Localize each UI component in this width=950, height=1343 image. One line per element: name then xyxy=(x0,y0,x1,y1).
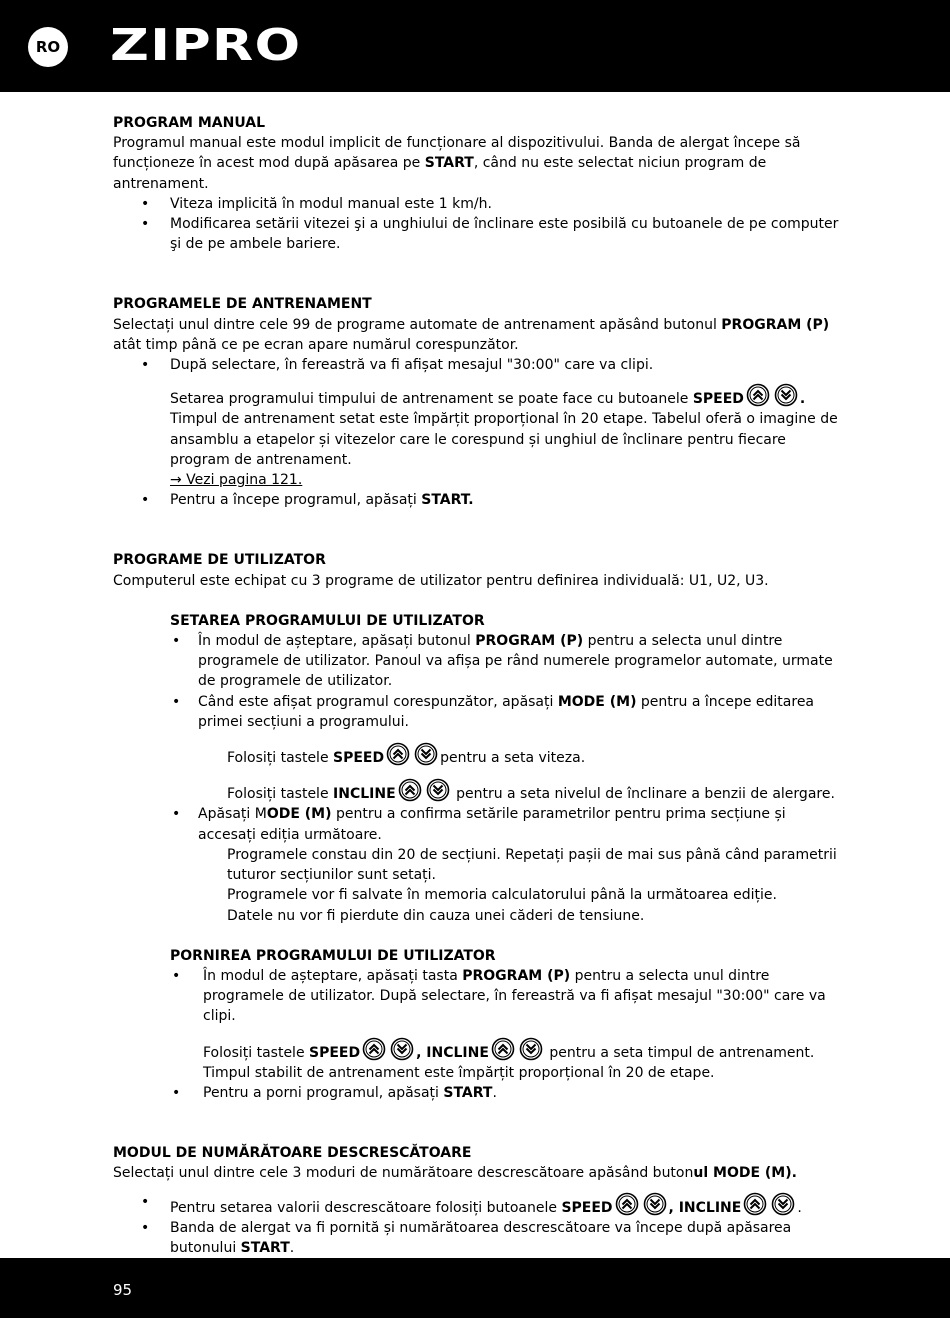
manual-intro: Programul manual este modul implicit de funcționare al dispozitivului. Banda de alergat începe să funcționeze în acest mod după apăsarea pe START, când nu este selectat niciun program de antrenament. xyxy=(113,135,801,192)
note-sections: Programele constau din 20 de secțiuni. Repetați pașii de mai sus până când parametrii tuturor secțiunilor sunt setați. xyxy=(227,846,837,884)
note-power: Datele nu vor fi pierdute din cauza unei căderi de tensiune. xyxy=(227,907,645,924)
page-content xyxy=(113,113,843,1258)
list-item: • Pentru setarea valorii descrescătoare folosiți butoanele SPEED , INCLINE . xyxy=(113,1192,843,1218)
section-title-manual: PROGRAM MANUAL xyxy=(113,115,266,131)
time-division-note: Timpul stabilit de antrenament este împărțit proporțional în 20 de etape. xyxy=(203,1064,715,1081)
note-memory: Programele vor fi salvate în memoria calculatorului până la următoarea ediție. xyxy=(227,887,777,904)
brand-logo: ZIPRO xyxy=(110,20,302,71)
list-item: • Apăsați MODE (M) pentru a confirma setările parametrilor pentru prima secțiune și accesați ediția următoare. xyxy=(170,804,843,844)
arrow-up-icon xyxy=(386,742,410,766)
arrow-up-icon xyxy=(398,778,422,802)
language-badge: RO xyxy=(28,27,68,67)
arrow-down-icon xyxy=(426,778,450,802)
arrow-down-icon xyxy=(519,1037,543,1061)
time-keys-instruction: Folosiți tastele SPEED , INCLINE pentru a seta timpul de antrenament. xyxy=(113,1037,843,1063)
list-item: • Viteza implicită în modul manual este 1 km/h. xyxy=(113,194,843,214)
arrow-down-icon xyxy=(774,383,798,407)
page-footer xyxy=(0,1258,950,1318)
speed-instruction: Setarea programului timpului de antrenament se poate face cu butoanele SPEED . xyxy=(113,383,843,409)
subsection-title-start: PORNIREA PROGRAMULUI DE UTILIZATOR xyxy=(170,947,496,964)
arrow-up-icon xyxy=(491,1037,515,1061)
incline-keys-instruction: Folosiți tastele INCLINE pentru a seta nivelul de înclinare a benzii de alergare. xyxy=(113,778,843,804)
arrow-down-icon xyxy=(390,1037,414,1061)
page-number: 95 xyxy=(113,1281,133,1299)
speed-keys-instruction: Folosiți tastele SPEED pentru a seta viteza. xyxy=(113,742,843,768)
arrow-up-icon xyxy=(743,1192,767,1216)
user-intro: Computerul este echipat cu 3 programe de utilizator pentru definirea individuală: U1, U2, U3. xyxy=(113,572,769,589)
section-title-user: PROGRAME DE UTILIZATOR xyxy=(113,552,326,569)
list-item: • Pentru a începe programul, apăsați START. xyxy=(113,490,843,510)
list-item: • Când este afișat programul corespunzător, apăsați MODE (M) pentru a începe editarea primei secțiuni a programului. xyxy=(170,692,843,732)
list-item: • În modul de așteptare, apăsați tasta PROGRAM (P) pentru a selecta unul dintre programele de utilizator. După selectare, în fereastră va fi afișat mesajul "30:00" care va clipi. xyxy=(170,966,843,1027)
see-page-link[interactable]: → Vezi pagina 121. xyxy=(170,472,303,489)
subsection-title-setup: SETAREA PROGRAMULUI DE UTILIZATOR xyxy=(170,612,485,629)
section-title-training: PROGRAMELE DE ANTRENAMENT xyxy=(113,296,372,313)
arrow-up-icon xyxy=(746,383,770,407)
section-title-countdown: MODUL DE NUMĂRĂTOARE DESCRESCĂTOARE xyxy=(113,1145,472,1162)
training-intro: Selectați unul dintre cele 99 de programe automate de antrenament apăsând butonul PROGRAM (P) atât timp până ce pe ecran apare numărul corespunzător. xyxy=(113,316,830,353)
list-item: • Modificarea setării vitezei şi a unghiului de înclinare este posibilă cu butoanele de pe computer şi de pe ambele bariere. xyxy=(113,214,843,254)
arrow-down-icon xyxy=(643,1192,667,1216)
list-item: • În modul de așteptare, apăsați butonul PROGRAM (P) pentru a selecta unul dintre programele de utilizator. Panoul va afișa pe rând numerele programelor automate, urmate de programele de utilizator. xyxy=(170,631,843,692)
arrow-up-icon xyxy=(615,1192,639,1216)
page-header xyxy=(0,0,950,92)
arrow-up-icon xyxy=(362,1037,386,1061)
list-item: • Banda de alergat va fi pornită și numărătoarea descrescătoare va începe după apăsarea butonului START. xyxy=(113,1218,843,1258)
countdown-intro: Selectați unul dintre cele 3 moduri de numărătoare descrescătoare apăsând butonul MODE (M). xyxy=(113,1165,797,1182)
arrow-down-icon xyxy=(414,742,438,766)
stages-description: Timpul de antrenament setat este împărțit proporțional în 20 etape. Tabelul oferă o imagine de ansamblu a etapelor și vitezelor care le corespund și unghiul de înclinare pentru fiecare program de antrenament. xyxy=(170,411,838,468)
list-item: • După selectare, în fereastră va fi afișat mesajul "30:00" care va clipi. xyxy=(113,355,843,375)
arrow-down-icon xyxy=(771,1192,795,1216)
list-item: • Pentru a porni programul, apăsați START. xyxy=(170,1083,843,1103)
